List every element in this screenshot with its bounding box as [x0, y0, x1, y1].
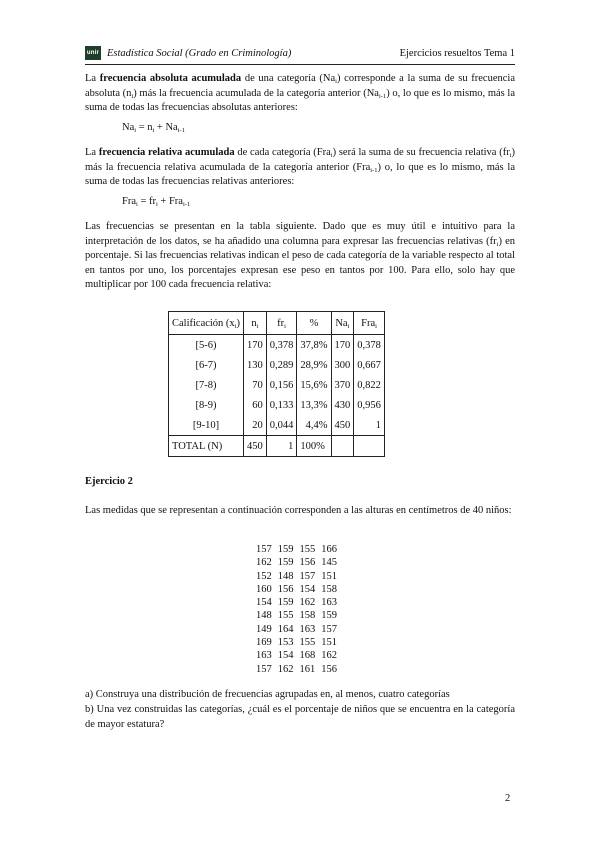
paragraph-table-intro: Las frecuencias se presentan en la tabla siguiente. Dado que es muy útil e intuitivo para la interpretación de los datos, se ha añadido una columna para expresar las frecuencias relativas $(fr_i)$ en porcentaje. Si las frecuencias relativas indican el peso de cada categoría de la variable respecto al total en tantos por uno, los porcentajes expresan ese peso en tantos por 100. Para ello, solo hay que multiplicar por 100 cada frecuencia relativa:	[85, 221, 515, 290]
table-row	[169, 355, 385, 375]
cell-n: 20	[244, 415, 267, 436]
height-value: 163	[299, 623, 316, 635]
table-row	[169, 335, 385, 356]
heights-row	[253, 636, 340, 649]
header-n: $n_i$	[244, 312, 267, 335]
height-value: 152	[256, 570, 272, 582]
height-value: 156	[321, 663, 337, 675]
cell-percent: 37,8%	[297, 335, 331, 356]
exercise-title: Ejercicio 2	[85, 476, 133, 487]
height-value: 155	[299, 544, 316, 555]
cell-category: [9-10]	[169, 415, 244, 436]
cell-fr: 0,289	[266, 355, 297, 375]
exercise-intro: Las medidas que se representan a continuación corresponden a las alturas en centímetros de 40 niños:	[85, 505, 512, 516]
formula-relative-cumulative: $Fra_i = fr_i + Fra_{i-1}$	[122, 196, 191, 208]
page-number: 2	[505, 793, 511, 804]
height-value: 154	[256, 597, 272, 609]
question-b: b) Una vez construidas las categorías, ¿cuál es el porcentaje de niños que se encuentra en la categoría de mayor estatura?	[85, 704, 515, 730]
heights-row	[253, 609, 340, 622]
paragraph-absolute-cumulative: La frecuencia absoluta acumulada de una categoría $(Na_i)$ corresponde a la suma de su frecuencia absoluta $(n_i)$ más la frecuencia acumulada de la categoría anterior $(Na_{i-1})$ o, lo que es lo mismo, más la suma de todas las frecuencias absolutas anteriores:	[85, 73, 515, 113]
height-value: 145	[321, 557, 337, 569]
paragraph-relative-cumulative: La frecuencia relativa acumulada de cada categoría (Fra$_i$) será la suma de su frecuencia relativa $(fr_i)$ más la frecuencia relativa acumulada de la categoría anterior (Fra$_{i-1}$) o, lo que es lo mismo, más la suma de todas las frecuencias relativas anteriores:	[85, 147, 516, 187]
cell-na: 450	[331, 415, 354, 436]
height-value: 156	[277, 583, 294, 595]
height-value: 163	[256, 650, 272, 662]
heights-row	[253, 663, 340, 676]
height-value: 168	[299, 650, 316, 662]
cell-percent: 28,9%	[297, 355, 331, 375]
term-relative-cumulative: frecuencia relativa acumulada	[98, 147, 235, 158]
cell-fr: 0,133	[266, 395, 297, 415]
height-value: 161	[299, 663, 316, 675]
height-value: 158	[299, 610, 316, 622]
heights-row	[253, 570, 340, 583]
header-na: $Na_i$	[331, 312, 354, 335]
header-calificacion: Calificación $(x_i)$	[169, 312, 244, 335]
height-value: 148	[256, 610, 272, 622]
frequency-table	[168, 311, 385, 457]
cell-n: 130	[244, 355, 267, 375]
page-header	[85, 44, 515, 65]
height-value: 151	[321, 570, 337, 582]
section-title: Ejercicios resueltos Tema 1	[399, 48, 515, 59]
height-value: 153	[277, 637, 294, 649]
cell-category: [8-9)	[169, 395, 244, 415]
heights-row	[253, 543, 340, 556]
height-value: 166	[321, 544, 337, 555]
cell-percent: 4,4%	[297, 415, 331, 436]
header-percent: %	[297, 312, 331, 335]
height-value: 159	[321, 610, 337, 622]
cell-fra: 0,378	[354, 335, 385, 356]
height-value: 159	[277, 557, 294, 569]
cell-category: [7-8)	[169, 375, 244, 395]
cell-na: 170	[331, 335, 354, 356]
height-value: 162	[277, 663, 294, 675]
question-a: a) Construya una distribución de frecuencias agrupadas en, al menos, cuatro categorías	[85, 689, 450, 700]
cell-total-percent: 100%	[297, 436, 331, 457]
height-value: 155	[299, 637, 316, 649]
heights-row	[253, 623, 340, 636]
cell-na: 430	[331, 395, 354, 415]
cell-fr: 0,378	[266, 335, 297, 356]
cell-total-label: TOTAL (N)	[169, 436, 244, 457]
height-value: 151	[321, 637, 337, 649]
height-value: 154	[277, 650, 294, 662]
cell-fr: 0,044	[266, 415, 297, 436]
height-value: 157	[256, 663, 272, 675]
heights-row	[253, 596, 340, 609]
height-value: 169	[256, 637, 272, 649]
cell-percent: 15,6%	[297, 375, 331, 395]
height-value: 158	[321, 583, 337, 595]
header-fra: Fra$_i$	[354, 312, 385, 335]
height-value: 159	[277, 597, 294, 609]
cell-na: 370	[331, 375, 354, 395]
height-value: 157	[256, 544, 272, 555]
formula-absolute-cumulative: $Na_i = n_i + Na_{i-1}$	[122, 122, 185, 134]
height-value: 155	[277, 610, 294, 622]
heights-data-table	[253, 543, 340, 676]
cell-empty	[331, 436, 354, 457]
table-row	[169, 395, 385, 415]
cell-category: [5-6)	[169, 335, 244, 356]
cell-na: 300	[331, 355, 354, 375]
heights-row	[253, 649, 340, 662]
height-value: 156	[299, 557, 316, 569]
height-value: 159	[277, 544, 294, 555]
cell-category: [6-7)	[169, 355, 244, 375]
height-value: 163	[321, 597, 337, 609]
height-value: 157	[321, 623, 337, 635]
heights-row	[253, 556, 340, 569]
table-row	[169, 415, 385, 436]
cell-fra: 1	[354, 415, 385, 436]
cell-total-fr: 1	[266, 436, 297, 457]
table-row	[169, 375, 385, 395]
cell-n: 70	[244, 375, 267, 395]
term-absolute-cumulative: frecuencia absoluta acumulada	[99, 73, 242, 84]
cell-percent: 13,3%	[297, 395, 331, 415]
height-value: 160	[256, 583, 272, 595]
height-value: 154	[299, 583, 316, 595]
height-value: 164	[277, 623, 294, 635]
cell-fra: 0,822	[354, 375, 385, 395]
cell-fr: 0,156	[266, 375, 297, 395]
table-header-row	[169, 312, 385, 335]
height-value: 162	[321, 650, 337, 662]
header-fr: $fr_i$	[266, 312, 297, 335]
cell-fra: 0,956	[354, 395, 385, 415]
cell-n: 170	[244, 335, 267, 356]
cell-empty	[354, 436, 385, 457]
cell-total-n: 450	[244, 436, 267, 457]
cell-fra: 0,667	[354, 355, 385, 375]
height-value: 162	[299, 597, 316, 609]
height-value: 157	[299, 570, 316, 582]
height-value: 162	[256, 557, 272, 569]
height-value: 148	[277, 570, 294, 582]
table-total-row	[169, 436, 385, 457]
unir-logo: unir	[85, 46, 101, 60]
cell-n: 60	[244, 395, 267, 415]
course-title: Estadística Social (Grado en Criminología)	[107, 48, 292, 59]
heights-row	[253, 583, 340, 596]
height-value: 149	[256, 623, 272, 635]
